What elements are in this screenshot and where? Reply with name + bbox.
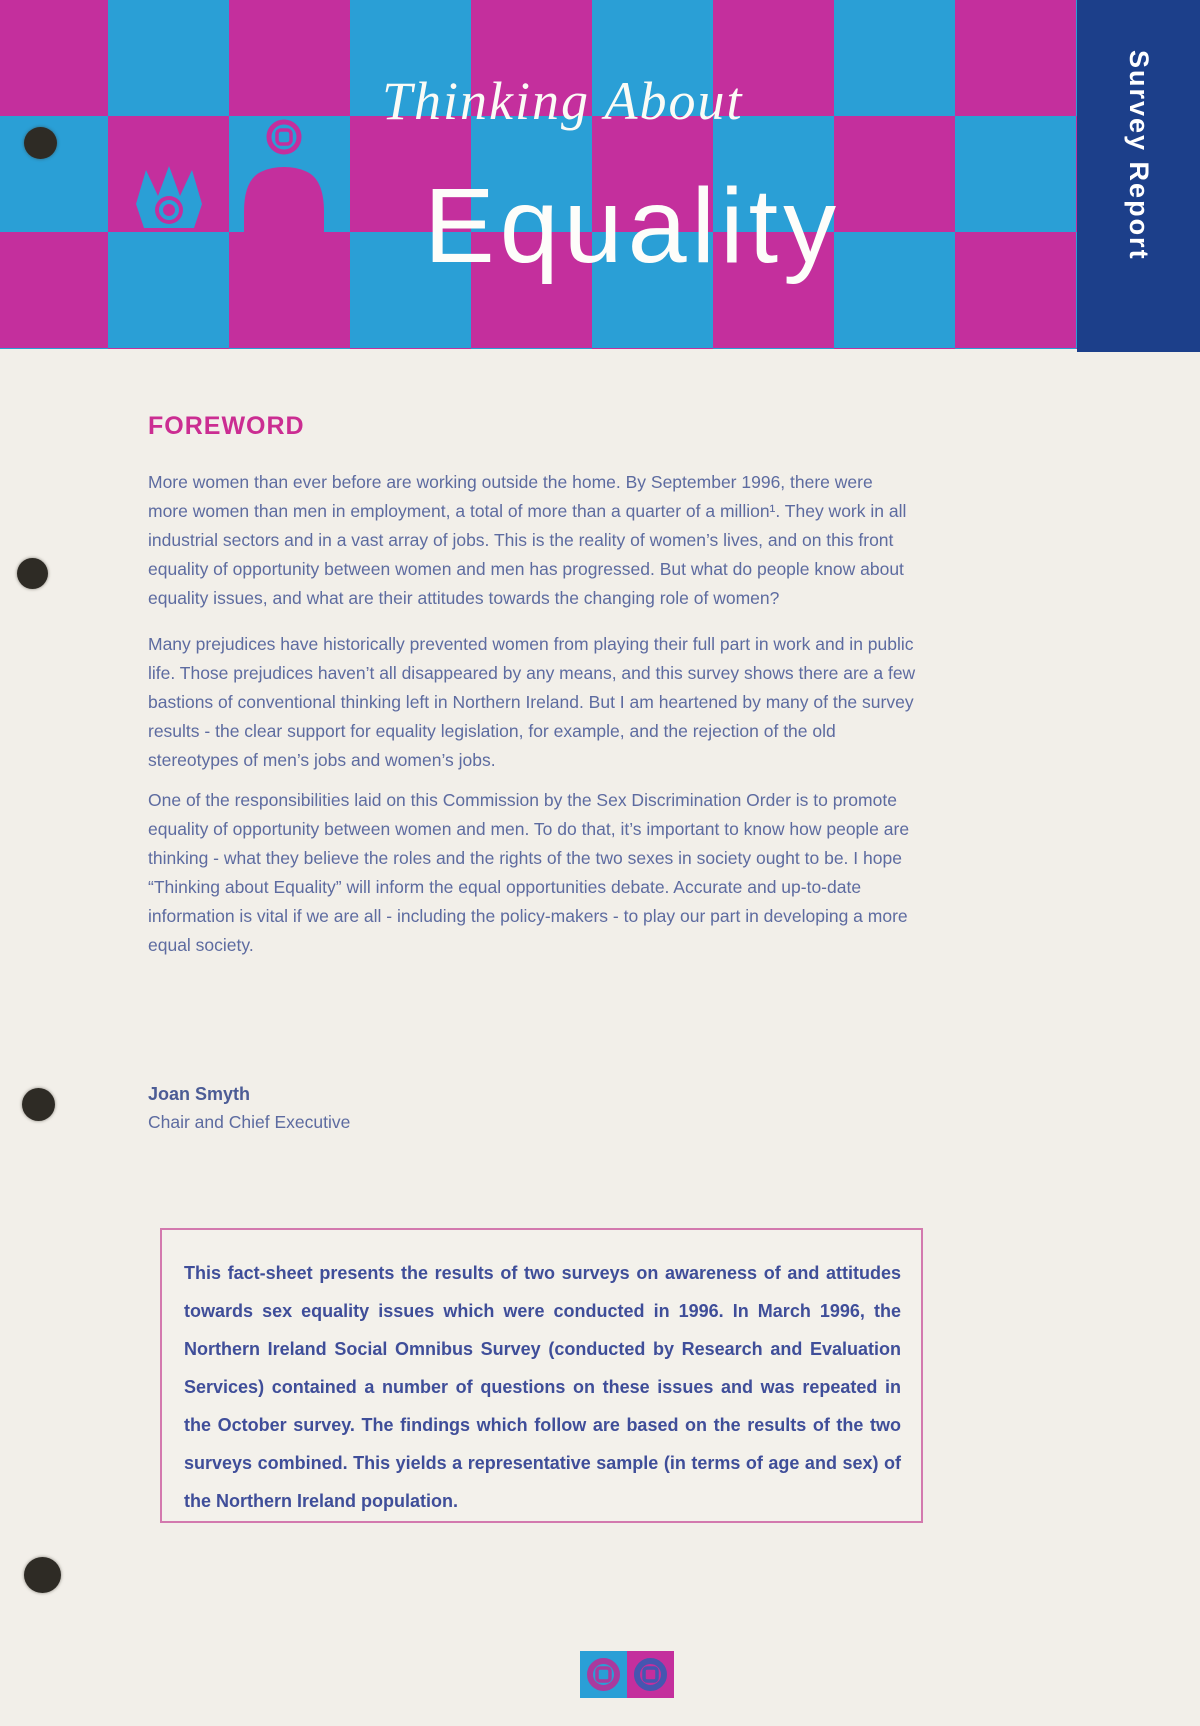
header-banner [0, 0, 1200, 349]
factsheet-box [160, 1228, 923, 1523]
person-icon [238, 116, 330, 236]
title-line1: Thinking About [382, 71, 744, 131]
hole-punch-icon [24, 1557, 61, 1593]
equal-opportunities-commission-logo [580, 1651, 674, 1698]
foreword-paragraph: More women than ever before are working outside the home. By September 1996, there were more women than men in employment, a total of more than a quarter of a million¹. They work in all industrial sectors and in a vast array of jobs. This is the reality of women’s lives, and on this front equality of opportunity between women and men has progressed. But what do people know about equality issues, and what are their attitudes towards the changing role of women? [148, 472, 907, 608]
foreword-heading: FOREWORD [148, 412, 305, 440]
factsheet-text: This fact-sheet presents the results of two surveys on awareness of and attitudes towards sex equality issues which were conducted in 1996. In March 1996, the Northern Ireland Social Omnibus Survey (conducted by Research and Evaluation Services) contained a number of questions on these issues and was repeated in the October survey. The findings which follow are based on the results of the two surveys combined. This yields a representative sample (in terms of age and sex) of the Northern Ireland population. [184, 1263, 901, 1511]
hole-punch-icon [22, 1088, 55, 1121]
hole-punch-icon [17, 558, 48, 589]
survey-report-label: Survey Report [1124, 50, 1154, 261]
survey-report-tab [1077, 0, 1200, 352]
crown-icon [128, 158, 210, 248]
foreword-paragraph: Many prejudices have historically prevented women from playing their full part in work and in public life. Those prejudices haven’t all disappeared by any means, and this survey shows there are a few bastions of conventional thinking left in Northern Ireland. But I am heartened by many of the survey results - the clear support for equality legislation, for example, and the rejection of the old stereotypes of men’s jobs and women’s jobs. [148, 634, 916, 770]
foreword-paragraph: One of the responsibilities laid on this Commission by the Sex Discrimination Order is to promote equality of opportunity between women and men. To do that, it’s important to know how people are thinking - what they believe the roles and the rights of the two sexes in society ought to be. I hope “Thinking about Equality” will inform the equal opportunities debate. Accurate and up-to-date information is vital if we are all - including the policy-makers - to play our part in developing a more equal society. [148, 790, 910, 955]
signature-name: Joan Smyth [148, 1084, 251, 1104]
hole-punch-icon [24, 127, 57, 159]
title-line2: Equality [424, 167, 842, 285]
signature-title: Chair and Chief Executive [148, 1112, 351, 1132]
